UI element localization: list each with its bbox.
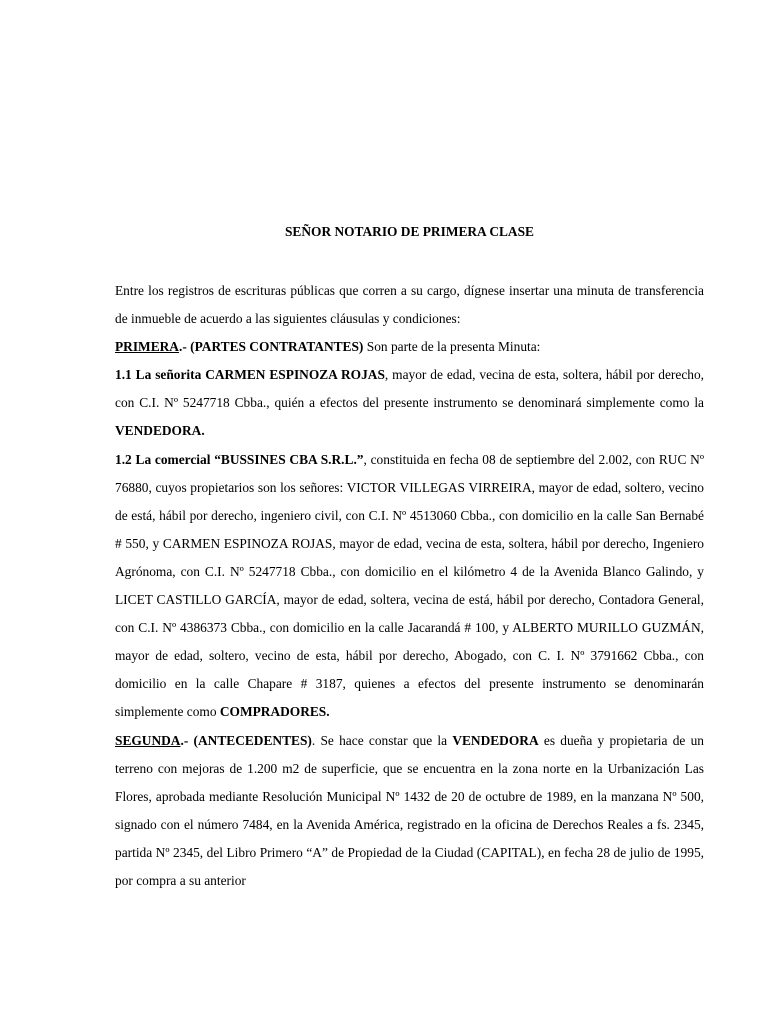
clause-1-2-end: . (326, 704, 330, 720)
clause-segunda (115, 727, 704, 896)
clause-segunda-heading: (ANTECEDENTES) (193, 732, 312, 748)
clause-1-1-text: , mayor de edad, vecina de esta, soltera, hábil por derecho, con C.I. Nº 5247718 Cbba., quién a efectos del presente instrumento se denominará simplemente como la (115, 367, 704, 411)
clause-primera-heading: (PARTES CONTRATANTES) (190, 339, 364, 355)
clause-primera-text: Son parte de la presenta Minuta: (363, 339, 541, 355)
clause-primera (115, 333, 704, 361)
clause-segunda-role: VENDEDORA (452, 732, 539, 748)
clause-1-2-role: COMPRADORES (219, 704, 327, 720)
clause-primera-separator: .- (178, 339, 191, 355)
clause-1-1-role: VENDEDORA (115, 423, 202, 439)
clause-1-2-lead: 1.2 La comercial “BUSSINES CBA S.R.L.” (115, 451, 364, 467)
clause-1-1 (115, 361, 704, 445)
clause-segunda-separator: .- (180, 732, 194, 748)
clause-1-1-lead: 1.1 La señorita CARMEN ESPINOZA ROJAS (115, 367, 385, 383)
clause-segunda-text-2: es dueña y propietaria de un terreno con mejoras de 1.200 m2 de superficie, que se encuentra en la zona norte en la Urbanización Las Flores, aprobada mediante Resolución Municipal Nº 1432 de 20 de octubre de 1989, en la manzana Nº 500, signado con el número 7484, en la Avenida América, registrado en la oficina de Derechos Reales a fs. 2345, partida Nº 2345, del Libro Primero “A” de Propiedad de la Ciudad (CAPITAL), en fecha 28 de julio de 1995, por compra a su anterior (115, 732, 704, 888)
clause-1-1-end: . (201, 423, 205, 439)
clause-1-2 (115, 446, 704, 727)
clause-segunda-text-1: . Se hace constar que la (311, 732, 453, 748)
document-body (115, 277, 704, 895)
intro-paragraph: Entre los registros de escrituras públicas que corren a su cargo, dígnese insertar una minuta de transferencia de inmueble de acuerdo a las siguientes cláusulas y condiciones: (115, 283, 704, 327)
clause-primera-label: PRIMERA (115, 339, 179, 355)
document-title: SEÑOR NOTARIO DE PRIMERA CLASE (284, 224, 534, 239)
document-page (115, 0, 704, 1024)
clause-1-2-text: , constituida en fecha 08 de septiembre del 2.002, con RUC Nº 76880, cuyos propietarios son los señores: VICTOR VILLEGAS VIRREIRA, mayor de edad, soltero, vecino de está, hábil por derecho, ingeniero civil, con C.I. Nº 4513060 Cbba., con domicilio en la calle San Bernabé # 550, y CARMEN ESPINOZA ROJAS, mayor de edad, vecina de esta, soltera, hábil por derecho, Ingeniero Agrónoma, con C.I. Nº 5247718 Cbba., con domicilio en el kilómetro 4 de la Avenida Blanco Galindo, y LICET CASTILLO GARCÍA, mayor de edad, soltera, vecina de está, hábil por derecho, Contadora General, con C.I. Nº 4386373 Cbba., con domicilio en la calle Jacarandá # 100, y ALBERTO MURILLO GUZMÁN, mayor de edad, soltero, vecino de esta, hábil por derecho, Abogado, con C. I. Nº 3791662 Cbba., con domicilio en la calle Chapare # 3187, quienes a efectos del presente instrumento se denominarán simplemente como (115, 451, 704, 720)
clause-segunda-label: SEGUNDA (115, 732, 181, 748)
